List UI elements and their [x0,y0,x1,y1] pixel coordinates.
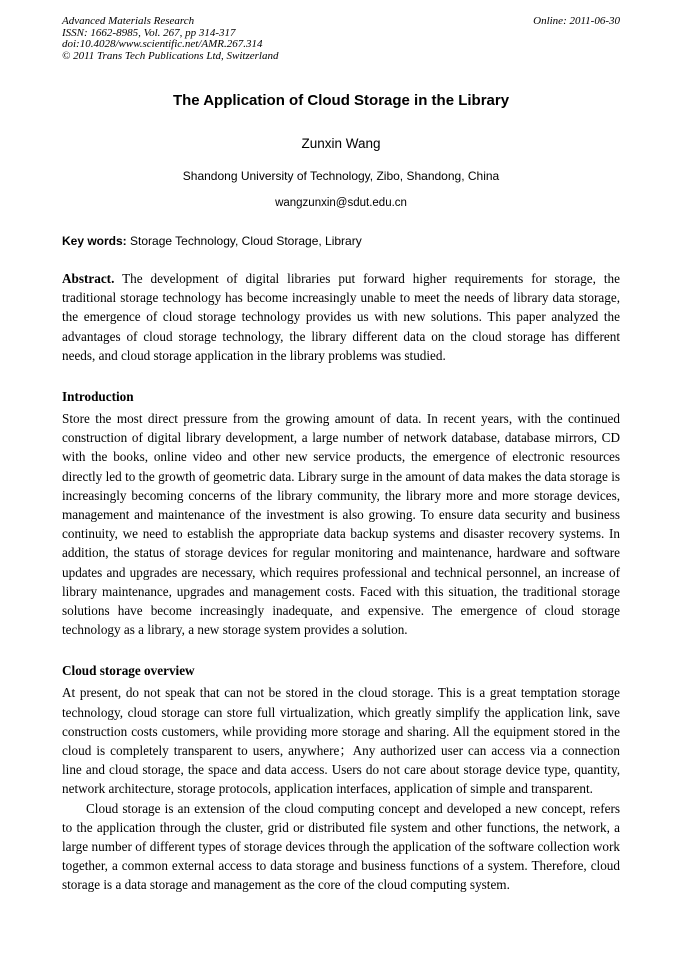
section-heading-introduction: Introduction [62,389,134,405]
keywords-value: Storage Technology, Cloud Storage, Library [126,234,362,248]
section-heading-cloud-storage-overview: Cloud storage overview [62,663,195,679]
abstract-label: Abstract. [62,271,115,286]
copyright-line: © 2011 Trans Tech Publications Ltd, Switzerland [62,49,279,62]
cloud-storage-overview-paragraph-1: At present, do not speak that can not be stored in the cloud storage. This is a great temptation storage technology, cloud storage can store full virtualization, which greatly simplify the application link, save construction costs customers, while providing more storage and sharing. All the equipment stored in the cloud is completely transparent to users, anywhere；Any authorized user can access via a connection line and cloud storage, the space and data access. Users do not care about storage device type, quantity, network architecture, storage protocols, application interfaces, application of simple and transparent. [62,685,620,797]
author-name: Zunxin Wang [301,136,381,151]
journal-metadata [62,16,278,62]
abstract-paragraph [62,269,620,365]
cloud-storage-overview-paragraph-2: Cloud storage is an extension of the cloud computing concept and developed a new concept, refers to the application through the cluster, grid or distributed file system and other functions, the network, a large number of different types of storage devices through the application of the software collection work together, a common external access to data storage and business functions of a system. Therefore, cloud storage is a data storage and management as the core of the cloud computing system. [62,800,620,893]
issn-volume-line: ISSN: 1662-8985, Vol. 267, pp 314-317 [62,26,236,39]
online-date: Online: 2011-06-30 [533,15,620,27]
abstract-text: The development of digital libraries put forward higher requirements for storage, the traditional storage technology has become increasingly unable to meet the needs of library data storage, the emergence of cloud storage technology provides us with new solutions. This paper analyzed the advantages of cloud storage technology, the library different data on the cloud storage has different needs, and cloud storage application in the library problems was studied. [62,271,620,363]
keywords-label: Key words: [62,234,127,248]
author-affiliation: Shandong University of Technology, Zibo, Shandong, China [182,169,500,183]
keywords-line [62,234,620,248]
journal-name: Advanced Materials Research [62,15,195,27]
paper-title: The Application of Cloud Storage in the Library [172,92,510,109]
journal-header [62,16,620,62]
doi-line: doi:10.4028/www.scientific.net/AMR.267.314 [62,38,263,50]
author-email: wangzunxin@sdut.edu.cn [275,197,407,209]
introduction-paragraph: Store the most direct pressure from the growing amount of data. In recent years, with the continued construction of digital library development, a large number of network database, database mirrors, CD with the books, online video and other new service products, the emergence of electronic resources directly led to the growth of geometric data. Library surge in the amount of data makes the data storage is increasingly becoming concerns of the library community, the library more and more storage devices, management and maintenance of the investment is also growing. To ensure data security and business continuity, we need to establish the appropriate data backup systems and disaster recovery systems. In addition, the status of storage devices for regular monitoring and maintenance, hardware and software updates and upgrades are necessary, which requires professional and technical personnel, an increase of library maintenance, upgrades and management costs. Faced with this situation, the traditional storage solutions have become increasingly inadequate, and expensive. The emergence of cloud storage technology as a library, a new storage system provides a solution. [62,411,620,638]
